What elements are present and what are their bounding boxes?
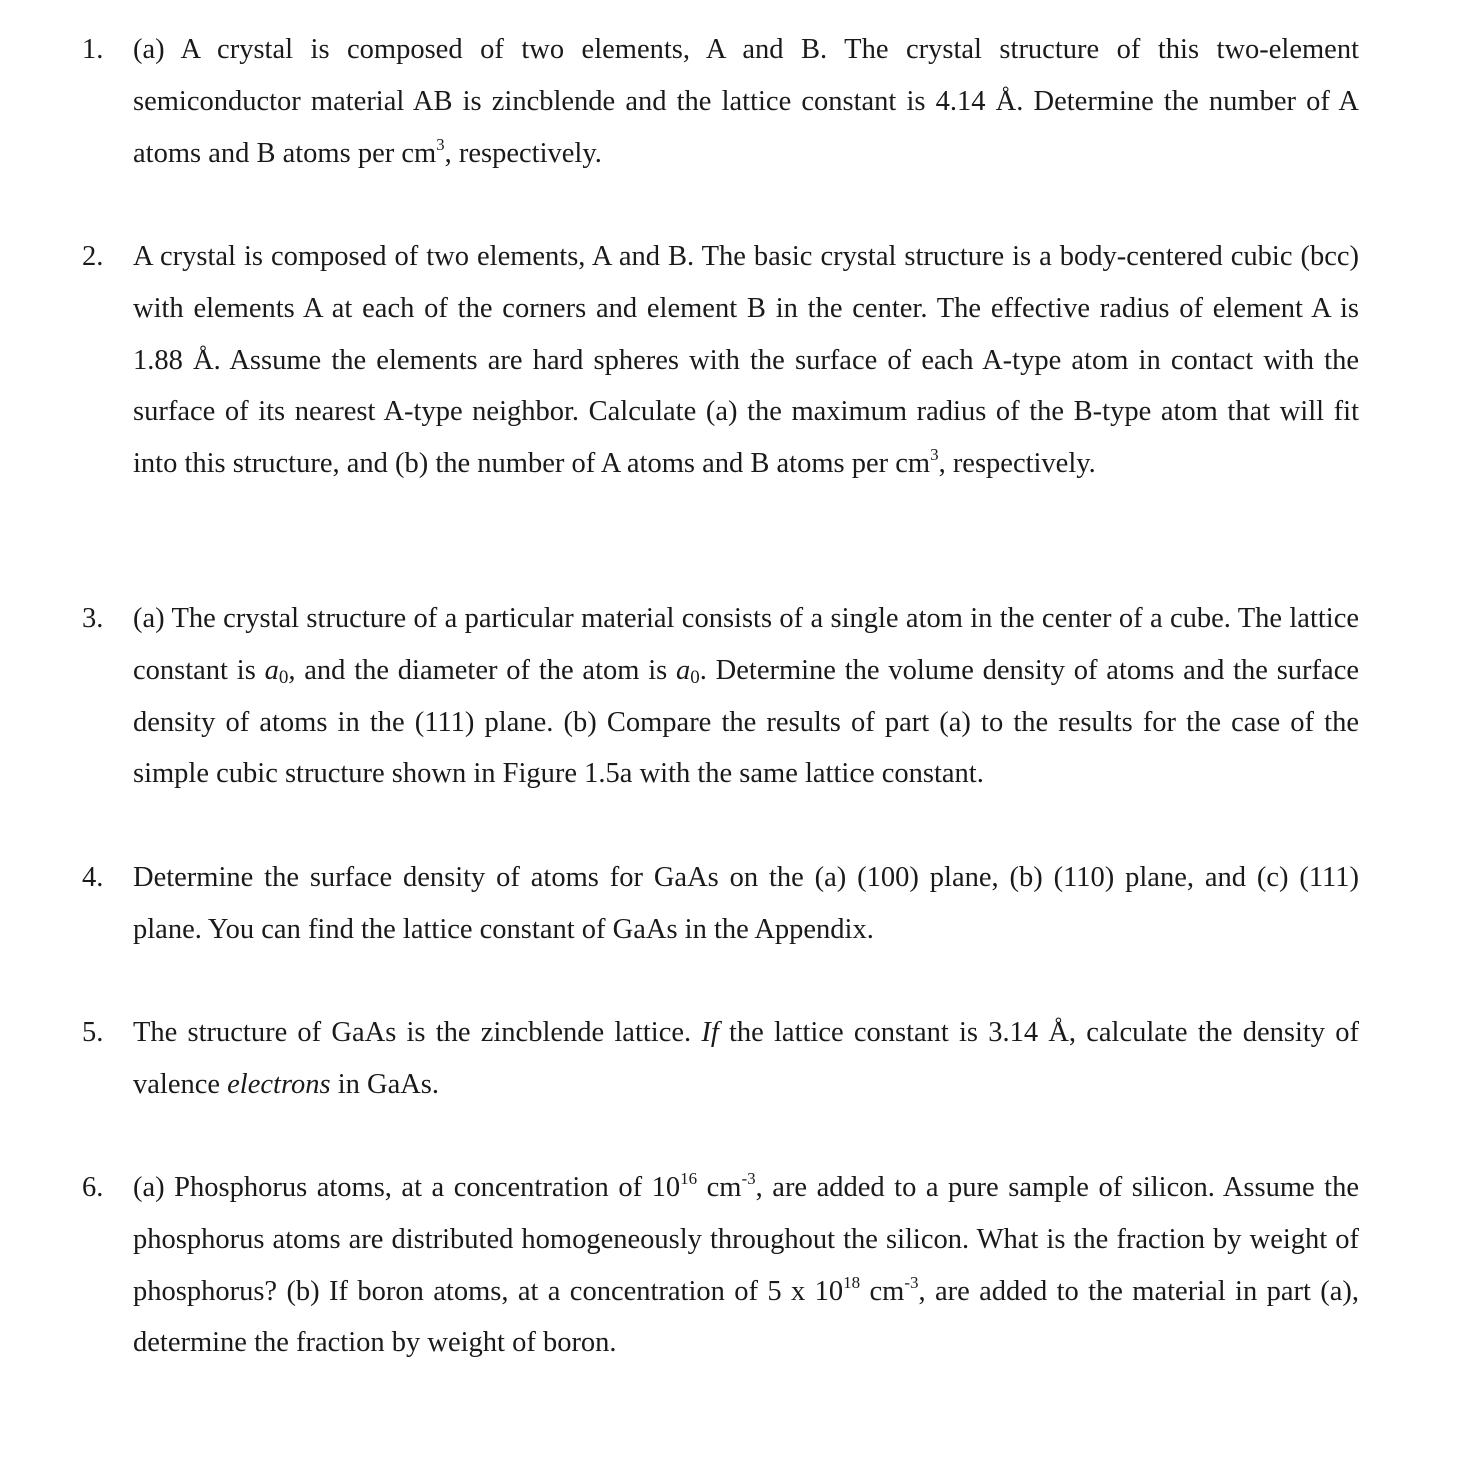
problem-number: 2.	[82, 241, 104, 272]
problem-text: (a) The crystal structure of a particular material consists of a single atom in the center of a cube. The lattice constant is a0, and the diameter of the atom is a0. Determine the volume density of atoms and the surface density of atoms in the (111) plane. (b) Compare the results of part (a) to the results for the case of the simple cubic structure shown in Figure 1.5a with the same lattice constant.	[133, 603, 1359, 790]
problem-text: A crystal is composed of two elements, A and B. The basic crystal structure is a body-centered cubic (bcc) with elements A at each of the corners and element B in the center. The effective radius of element A is 1.88 Å. Assume the elements are hard spheres with the surface of each A-type atom in contact with the surface of its nearest A-type neighbor. Calculate (a) the maximum radius of the B-type atom that will fit into this structure, and (b) the number of A atoms and B atoms per $cm^3$, respectively.	[133, 241, 1359, 480]
problem-text: (a) Phosphorus atoms, at a concentration of $10^{16}$ $cm^{-3}$, are added to a pure sample of silicon. Assume the phosphorus atoms are distributed homogeneously throughout the silicon. What is the fraction by weight of phosphorus? (b) If boron atoms, at a concentration of 5 x $10^{18}$ $cm^{-3}$, are added to the material in part (a), determine the fraction by weight of boron.	[133, 1169, 1360, 1359]
problem-number: 4.	[82, 862, 104, 893]
problem-text: The structure of GaAs is the zincblende lattice. If the lattice constant is 3.14 Å, calculate the density of valence electrons in GaAs.	[133, 1017, 1359, 1100]
problem-number: 5.	[82, 1017, 104, 1048]
problem-number: 1.	[82, 34, 104, 65]
problem-number: 6.	[82, 1172, 104, 1203]
problem-text: (a) A crystal is composed of two elements, A and B. The crystal structure of this two-element semiconductor material AB is zincblende and the lattice constant is 4.14 Å. Determine the number of A atoms and B atoms per $cm^3$, respectively.	[133, 34, 1359, 169]
problem-number: 3.	[82, 603, 104, 634]
problem-text: Determine the surface density of atoms for GaAs on the (a) (100) plane, (b) (110) plane, and (c) (111) plane. You can find the lattice constant of GaAs in the Appendix.	[133, 862, 1359, 945]
